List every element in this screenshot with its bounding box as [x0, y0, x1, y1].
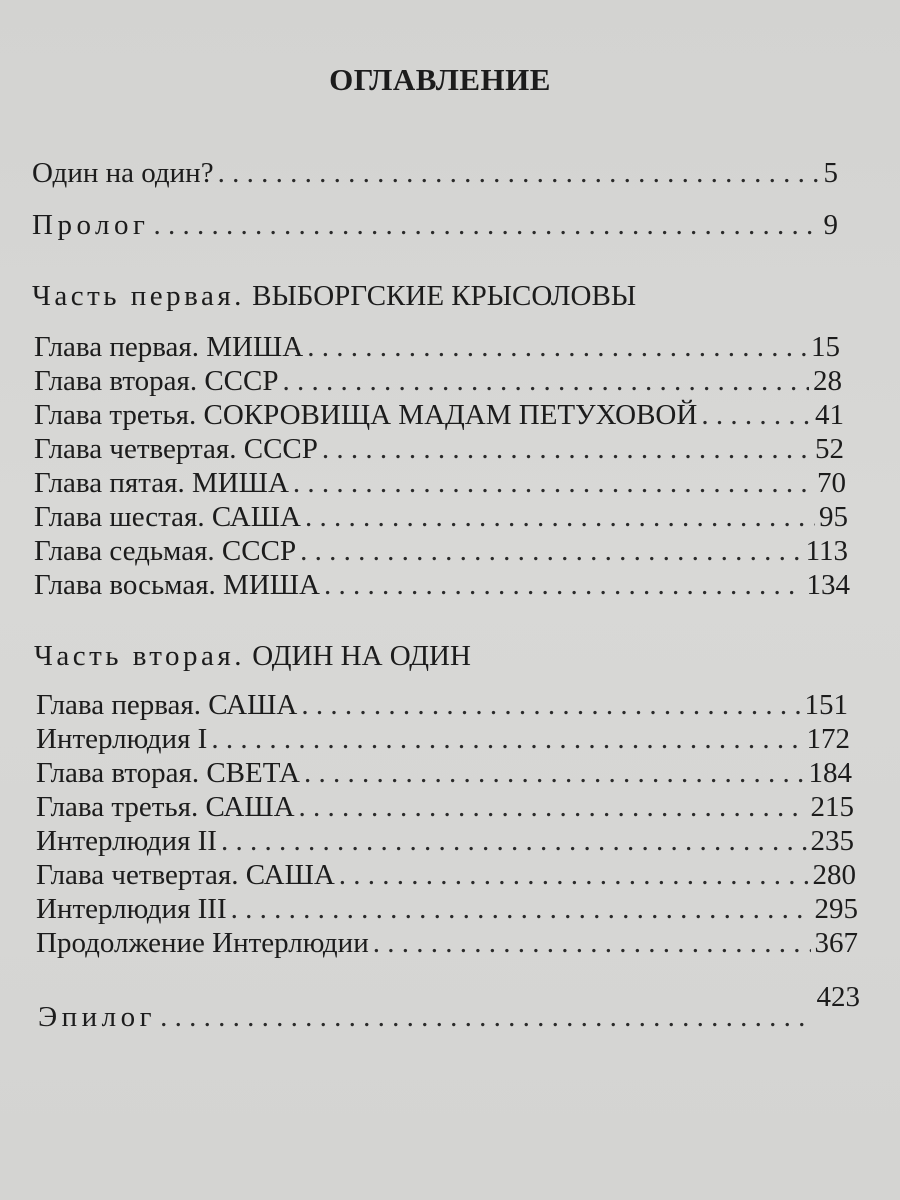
leader-dots: [283, 364, 810, 398]
toc-entry-chapter: [36, 824, 854, 858]
toc-entry-chapter: [34, 568, 850, 602]
leader-dots: [322, 432, 811, 466]
toc-entry-chapter: [36, 722, 850, 756]
toc-entry-chapter: [34, 500, 848, 534]
toc-entry-chapter: [36, 858, 856, 892]
toc-entry-intro: [32, 156, 838, 190]
toc-entry-chapter: [34, 432, 844, 466]
leader-dots: [160, 1000, 812, 1034]
toc-entry-prologue: [32, 208, 838, 242]
part-label: Часть первая.: [32, 280, 245, 312]
toc-entry-chapter: [36, 790, 854, 824]
toc-entry-chapter: [36, 756, 852, 790]
entry-page-number: 215: [810, 791, 854, 823]
toc-entry-chapter: [36, 926, 858, 960]
entry-label: Глава третья. САША: [36, 791, 295, 823]
part-title: ОДИН НА ОДИН: [252, 640, 471, 672]
leader-dots: [701, 398, 811, 432]
entry-label: Глава вторая. СВЕТА: [36, 757, 300, 789]
leader-dots: [301, 688, 800, 722]
entry-page-number: 28: [813, 365, 842, 397]
leader-dots: [339, 858, 809, 892]
leader-dots: [293, 466, 813, 500]
entry-label: Эпилог: [38, 1001, 157, 1033]
entry-label: Глава вторая. СССР: [34, 365, 279, 397]
entry-label: Один на один?: [32, 157, 214, 189]
leader-dots: [231, 892, 811, 926]
entry-page-number: 172: [806, 723, 850, 755]
entry-page-number: 9: [823, 209, 838, 241]
entry-page-number: 41: [815, 399, 844, 431]
entry-label: Глава шестая. САША: [34, 501, 301, 533]
toc-entry-chapter: [34, 364, 842, 398]
entry-page-number: 52: [815, 433, 844, 465]
leader-dots: [221, 824, 807, 858]
entry-page-number: 367: [814, 927, 858, 959]
part-heading-1: [32, 280, 636, 313]
entry-page-number: 134: [806, 569, 850, 601]
part-title: ВЫБОРГСКИЕ КРЫСОЛОВЫ: [252, 280, 637, 312]
entry-page-number: 280: [812, 859, 856, 891]
leader-dots: [305, 500, 815, 534]
toc-entry-chapter: [36, 892, 858, 926]
entry-label: Интерлюдия III: [36, 893, 227, 925]
toc-entry-chapter: [34, 534, 848, 568]
leader-dots: [153, 208, 819, 242]
leader-dots: [300, 534, 801, 568]
entry-label: Глава четвертая. САША: [36, 859, 335, 891]
toc-entry-chapter: [34, 330, 840, 364]
entry-label: Продолжение Интерлюдии: [36, 927, 369, 959]
leader-dots: [304, 756, 805, 790]
entry-label: Интерлюдия II: [36, 825, 217, 857]
leader-dots: [324, 568, 803, 602]
part-heading-2: [34, 640, 471, 673]
entry-page-number: 184: [808, 757, 852, 789]
entry-page-number: 423: [816, 981, 860, 1013]
entry-label: Глава первая. МИША: [34, 331, 304, 363]
part-label: Часть вторая.: [34, 640, 245, 672]
entry-label: Глава первая. САША: [36, 689, 298, 721]
entry-page-number: 5: [823, 157, 838, 189]
entry-label: Глава восьмая. МИША: [34, 569, 320, 601]
toc-entry-chapter: [34, 398, 844, 432]
entry-page-number: 235: [810, 825, 854, 857]
toc-heading: ОГЛАВЛЕНИЕ: [329, 62, 551, 97]
entry-label: Глава седьмая. СССР: [34, 535, 297, 567]
entry-page-number: 70: [817, 467, 846, 499]
leader-dots: [373, 926, 811, 960]
entry-page-number: 113: [805, 535, 848, 567]
leader-dots: [218, 156, 820, 190]
toc-entry-chapter: [36, 688, 848, 722]
toc-entry-epilogue: [38, 981, 860, 1034]
entry-page-number: 295: [814, 893, 858, 925]
entry-page-number: 95: [819, 501, 848, 533]
entry-label: Глава пятая. МИША: [34, 467, 289, 499]
leader-dots: [299, 790, 807, 824]
entry-label: Глава четвертая. СССР: [34, 433, 318, 465]
entry-label: Пролог: [32, 209, 150, 241]
toc-entry-chapter: [34, 466, 846, 500]
entry-page-number: 15: [811, 331, 840, 363]
leader-dots: [307, 330, 807, 364]
entry-page-number: 151: [804, 689, 848, 721]
entry-label: Интерлюдия I: [36, 723, 208, 755]
leader-dots: [211, 722, 802, 756]
entry-label: Глава третья. СОКРОВИЩА МАДАМ ПЕТУХОВОЙ: [34, 399, 698, 431]
